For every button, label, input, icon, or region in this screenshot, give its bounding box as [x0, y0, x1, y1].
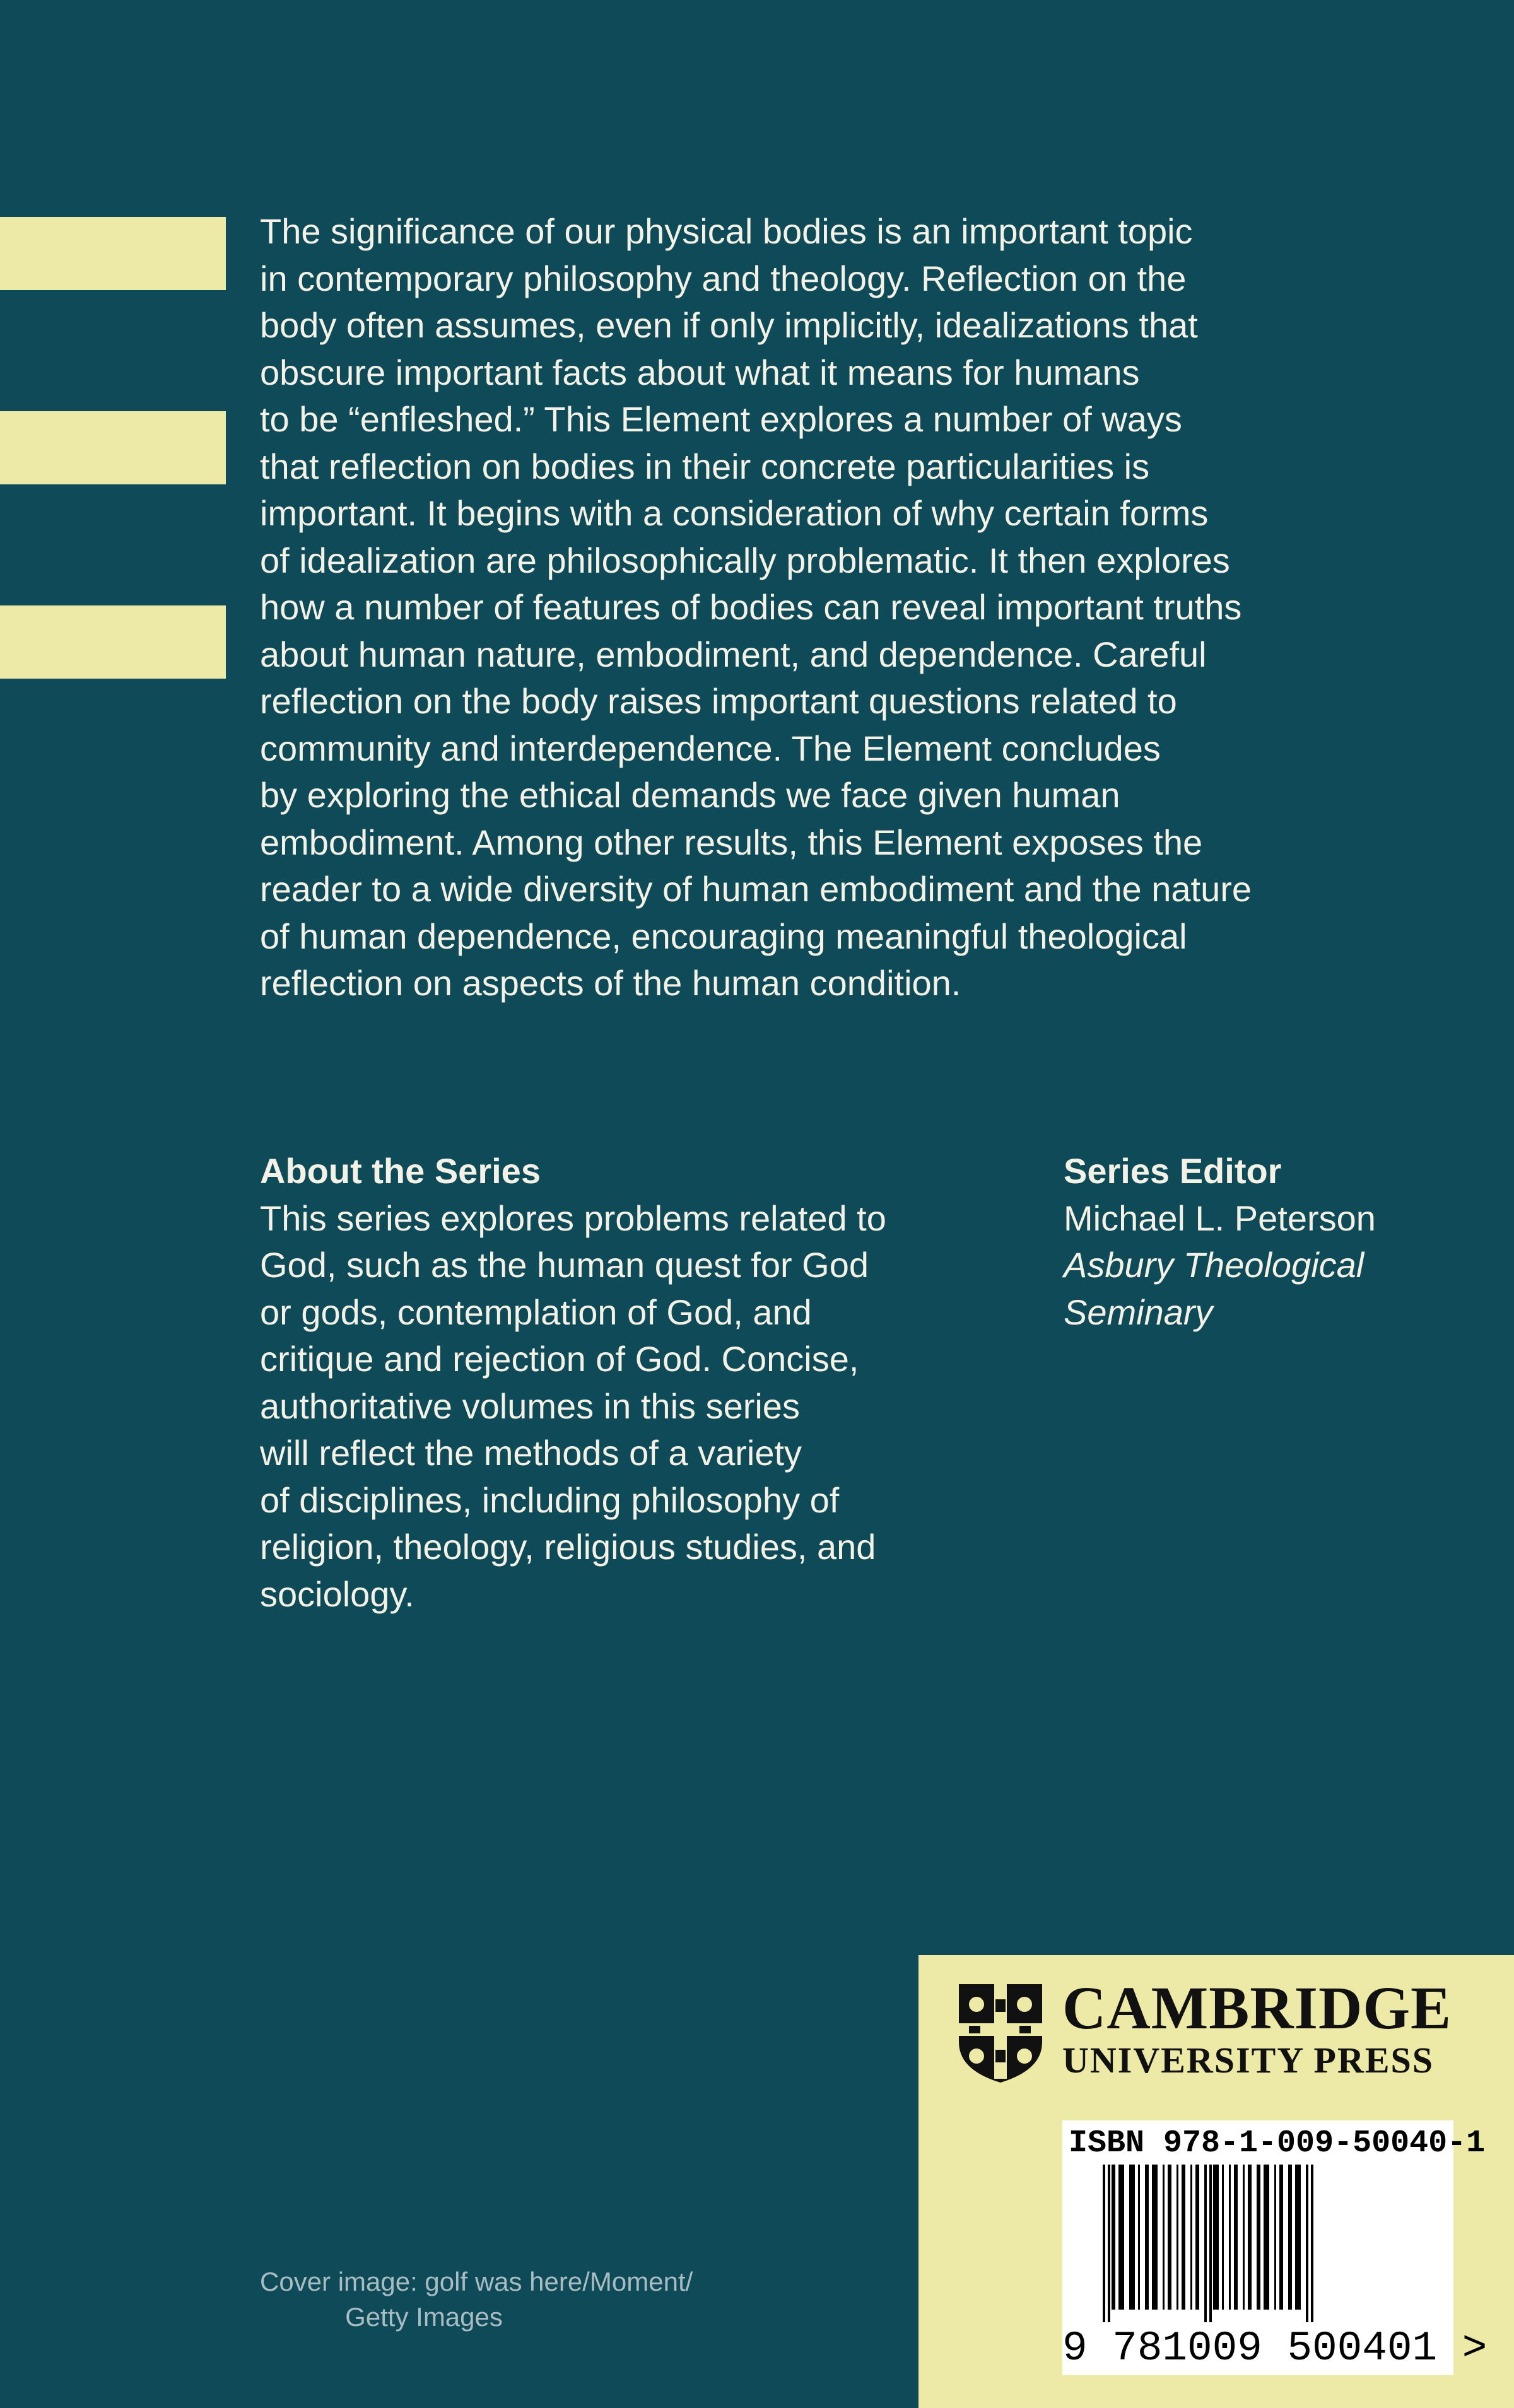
about-series-line: will reflect the methods of a variety — [260, 1433, 802, 1473]
barcode-bar — [1257, 2165, 1260, 2310]
barcode-bar — [1182, 2165, 1185, 2310]
barcode-bar — [1248, 2165, 1252, 2310]
blurb-line: about human nature, embodiment, and dependence. Careful — [260, 634, 1207, 674]
barcode-bar — [1152, 2165, 1158, 2310]
accent-stripe-middle — [0, 411, 226, 484]
about-series-heading: About the Series — [260, 1151, 541, 1191]
barcode-bar — [1234, 2165, 1238, 2310]
blurb-line: embodiment. Among other results, this Element exposes the — [260, 822, 1203, 862]
about-series-line: or gods, contemplation of God, and — [260, 1292, 812, 1332]
credit-line-1: Cover image: golf was here/Moment/ — [260, 2267, 693, 2296]
blurb-line: community and interdependence. The Element concludes — [260, 728, 1161, 768]
barcode-bar — [1279, 2165, 1283, 2310]
barcode-digits: 9 781009 500401 > — [1062, 2325, 1488, 2372]
publisher-name — [1062, 1974, 1452, 2081]
blurb-line: obscure important facts about what it means for humans — [260, 352, 1140, 392]
barcode-bar — [1295, 2165, 1301, 2310]
barcode-bar — [1229, 2165, 1231, 2310]
blurb-line: reader to a wide diversity of human embodiment and the nature — [260, 869, 1252, 909]
about-series-text — [260, 1195, 1017, 1618]
book-blurb — [260, 208, 1458, 1007]
barcode-bar — [1118, 2165, 1124, 2310]
blurb-line: The significance of our physical bodies is an important topic — [260, 211, 1193, 251]
publisher-panel — [918, 1955, 1514, 2408]
series-editor-affiliation-line2: Seminary — [1064, 1292, 1213, 1332]
barcode-bar — [1163, 2165, 1165, 2310]
series-editor-heading: Series Editor — [1064, 1151, 1282, 1191]
credit-line-2: Getty Images — [345, 2302, 503, 2332]
barcode-bar — [1138, 2165, 1140, 2310]
blurb-line: to be “enfleshed.” This Element explores a number of ways — [260, 399, 1182, 439]
blurb-line: body often assumes, even if only implicitly, idealizations that — [260, 305, 1198, 345]
barcode-bar — [1177, 2165, 1178, 2310]
blurb-line: of idealization are philosophically problematic. It then explores — [260, 540, 1230, 580]
blurb-line: in contemporary philosophy and theology. Reflection on the — [260, 258, 1187, 298]
isbn-barcode — [1062, 2120, 1488, 2375]
isbn-label: ISBN 978-1-009-50040-1 — [1069, 2125, 1486, 2161]
barcode-bar — [1274, 2165, 1276, 2310]
blurb-line: important. It begins with a consideration of why certain forms — [260, 493, 1209, 533]
barcode-guard-bar — [1311, 2165, 1313, 2322]
about-series-line: This series explores problems related to — [260, 1198, 886, 1238]
about-series-section — [260, 1148, 1017, 1618]
publisher-name-line1: CAMBRIDGE — [1062, 1974, 1452, 2042]
about-series-line: sociology. — [260, 1574, 414, 1614]
accent-stripe-top — [0, 217, 226, 290]
publisher-name-line2: UNIVERSITY PRESS — [1062, 2040, 1435, 2081]
barcode-guard-bar — [1204, 2165, 1207, 2322]
about-series-line: religion, theology, religious studies, and — [260, 1527, 876, 1567]
barcode-guard-bar — [1108, 2165, 1110, 2322]
cambridge-crest-icon — [956, 1982, 1045, 2085]
barcode-bar — [1243, 2165, 1245, 2310]
barcode-bar — [1168, 2165, 1171, 2310]
blurb-line: how a number of features of bodies can reveal important truths — [260, 587, 1242, 627]
series-editor-section — [1064, 1148, 1474, 1336]
cover-image-credit — [260, 2264, 693, 2335]
barcode-guard-bar — [1306, 2165, 1308, 2322]
blurb-line: reflection on the body raises important questions related to — [260, 681, 1177, 721]
about-series-line: authoritative volumes in this series — [260, 1386, 800, 1426]
blurb-line: of human dependence, encouraging meaningful theological — [260, 916, 1187, 956]
barcode-bar — [1288, 2165, 1292, 2310]
barcode-bar — [1112, 2165, 1115, 2310]
barcode-bar — [1190, 2165, 1192, 2310]
barcode-guard-bar — [1209, 2165, 1212, 2322]
blurb-line: that reflection on bodies in their concrete particularities is — [260, 446, 1150, 486]
blurb-line: by exploring the ethical demands we face given human — [260, 775, 1120, 815]
blurb-line: reflection on aspects of the human condition. — [260, 963, 961, 1003]
series-editor-name: Michael L. Peterson — [1064, 1198, 1376, 1238]
barcode-bar — [1222, 2165, 1224, 2310]
about-series-line: of disciplines, including philosophy of — [260, 1480, 840, 1520]
barcode-bar — [1264, 2165, 1269, 2310]
barcode-bar — [1213, 2165, 1219, 2310]
series-editor-affiliation-line1: Asbury Theological — [1064, 1245, 1364, 1285]
about-series-line: God, such as the human quest for God — [260, 1245, 869, 1285]
barcode-bar — [1195, 2165, 1199, 2310]
barcode-guard-bar — [1103, 2165, 1105, 2322]
about-series-line: critique and rejection of God. Concise, — [260, 1339, 859, 1379]
barcode-bars — [1062, 2165, 1453, 2322]
barcode-bar — [1145, 2165, 1149, 2310]
barcode-bar — [1129, 2165, 1135, 2310]
accent-stripe-bottom — [0, 605, 226, 679]
